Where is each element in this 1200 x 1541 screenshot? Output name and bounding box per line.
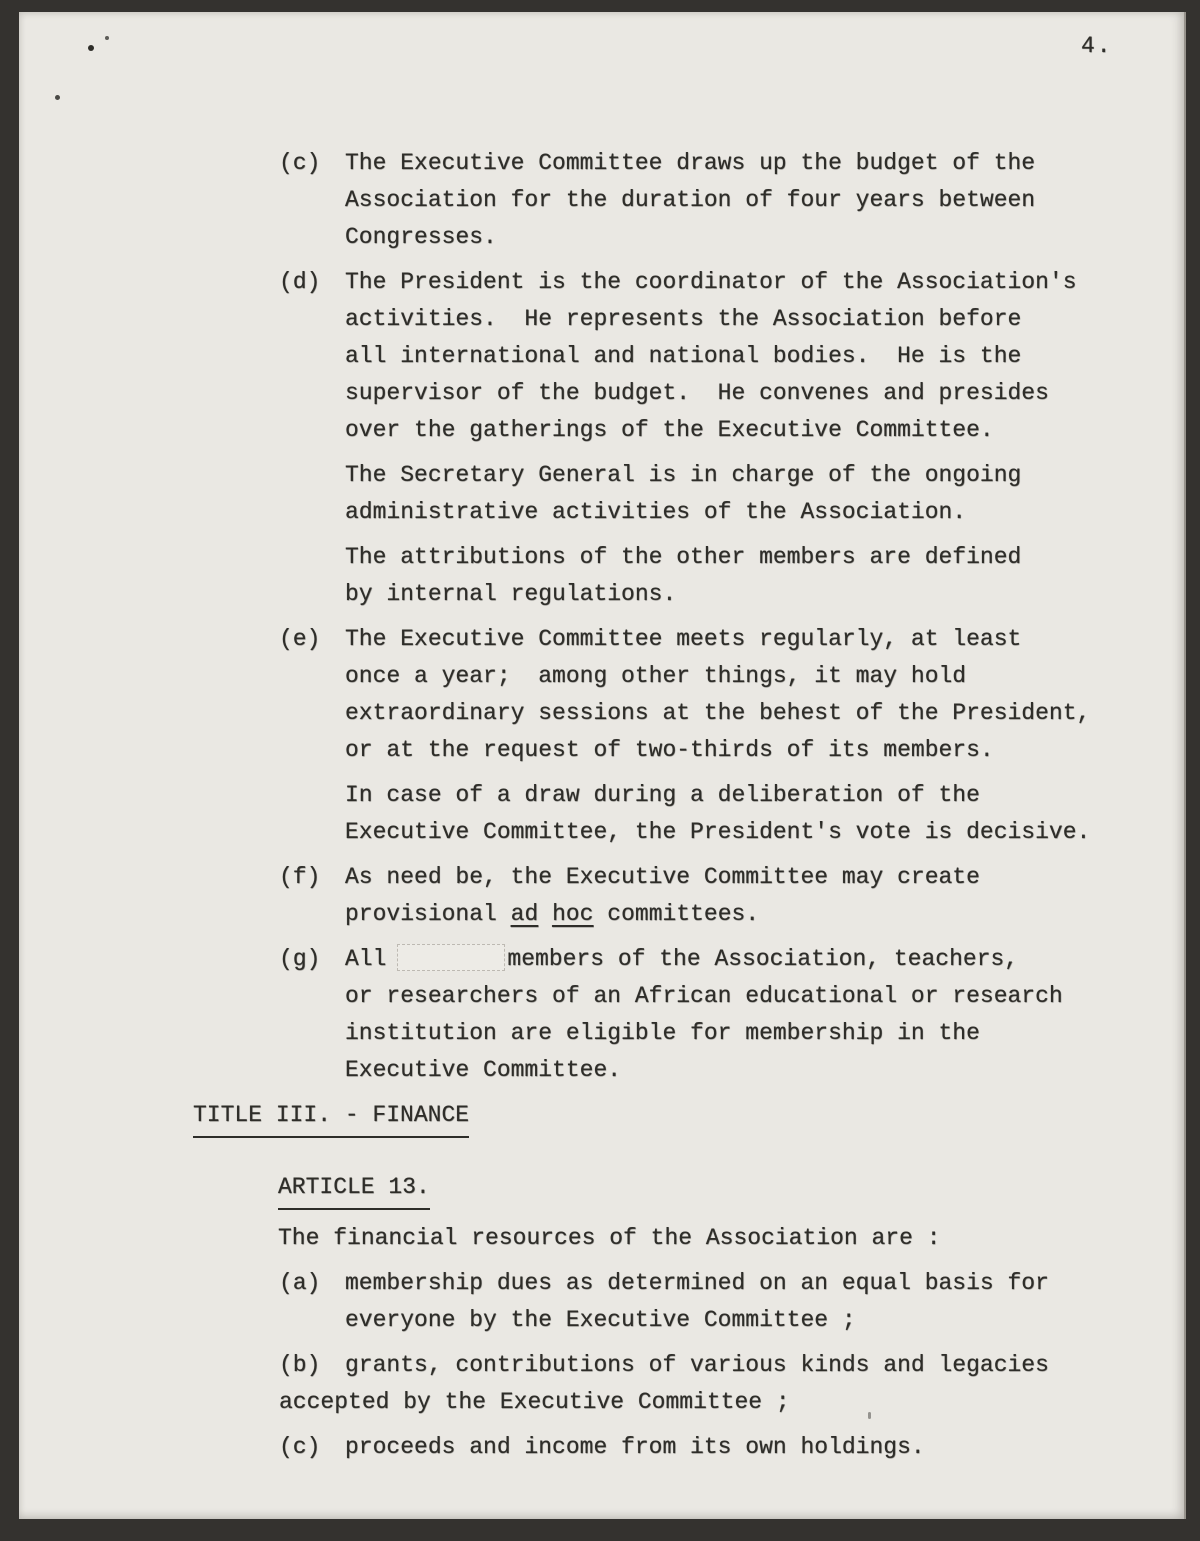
text-line: activities. He represents the Association before (345, 306, 1022, 332)
list-marker: (f) (279, 864, 321, 890)
ink-speck (55, 95, 60, 100)
article-heading-text: ARTICLE 13. (278, 1169, 430, 1210)
list-marker: (a) (279, 1270, 321, 1296)
text-line: accepted by the Executive Committee ; (279, 1389, 790, 1415)
text-line: administrative activities of the Association. (345, 499, 967, 525)
article-intro-line: The financial resources of the Association are : (278, 1225, 941, 1251)
text-line: grants, contributions of various kinds and legacies (345, 1352, 1049, 1378)
text-line: In case of a draw during a deliberation of the (345, 782, 980, 808)
text-line: The Executive Committee meets regularly, at least (345, 626, 1022, 652)
text-line: The attributions of the other members are defined (345, 544, 1022, 570)
ink-speck (88, 45, 94, 51)
text-line: extraordinary sessions at the behest of the President, (345, 700, 1091, 726)
text-line: or researchers of an African educational or research (345, 983, 1063, 1009)
text-line: once a year; among other things, it may hold (345, 663, 967, 689)
finance-item-b (19, 1347, 1184, 1421)
text-line: or at the request of two-thirds of its members. (345, 737, 994, 763)
list-marker: (b) (279, 1352, 321, 1378)
text-segment: provisional (345, 901, 511, 927)
text-line: Congresses. (345, 224, 497, 250)
text-line: proceeds and income from its own holdings. (345, 1434, 925, 1460)
text-line: by internal regulations. (345, 581, 677, 607)
text-line: institution are eligible for membership in the (345, 1020, 980, 1046)
list-item-c (19, 145, 1184, 256)
ink-speck (105, 36, 109, 40)
finance-item-c (19, 1429, 1184, 1466)
text-line: Executive Committee. (345, 1057, 622, 1083)
paragraph-attributions (19, 539, 1184, 613)
text-line: supervisor of the budget. He convenes and presides (345, 380, 1049, 406)
list-marker: (c) (279, 1434, 321, 1460)
section-title-text: TITLE III. - FINANCE (193, 1097, 469, 1138)
text-line: membership dues as determined on an equal basis for (345, 1270, 1049, 1296)
paragraph-secretary-general (19, 457, 1184, 531)
text-line (345, 941, 1184, 978)
text-line: As need be, the Executive Committee may create (345, 864, 980, 890)
paper (19, 12, 1186, 1519)
list-item-g (19, 941, 1184, 1089)
list-marker: (e) (279, 626, 321, 652)
list-marker: (c) (279, 150, 321, 176)
section-title-finance (193, 1097, 1184, 1138)
document-content (19, 145, 1184, 1474)
finance-item-a (19, 1265, 1184, 1339)
list-item-d (19, 264, 1184, 449)
list-marker: (g) (279, 946, 321, 972)
text-line: The Executive Committee draws up the budget of the (345, 150, 1036, 176)
underlined-word: ad (510, 901, 539, 927)
text-line: everyone by the Executive Committee ; (345, 1307, 856, 1333)
text-segment (538, 901, 552, 927)
paragraph-draw-vote (19, 777, 1184, 851)
text-line: all international and national bodies. He is the (345, 343, 1022, 369)
text-segment: committees. (593, 901, 760, 927)
text-line: Executive Committee, the President's vote is decisive. (345, 819, 1091, 845)
whiteout-correction-patch (397, 944, 505, 971)
list-item-e (19, 621, 1184, 769)
text-segment: All (345, 946, 387, 972)
text-line: The President is the coordinator of the Association's (345, 269, 1077, 295)
text-line (345, 896, 1184, 933)
list-marker: (d) (279, 269, 321, 295)
text-segment: members of the Association, teachers, (507, 946, 1019, 972)
article-13-heading (278, 1169, 1184, 1210)
text-line: over the gatherings of the Executive Committee. (345, 417, 994, 443)
page-number: 4. (1081, 33, 1113, 59)
text-line: The Secretary General is in charge of the ongoing (345, 462, 1022, 488)
underlined-word: hoc (552, 901, 594, 927)
text-line: Association for the duration of four years between (345, 187, 1036, 213)
list-item-f (19, 859, 1184, 933)
